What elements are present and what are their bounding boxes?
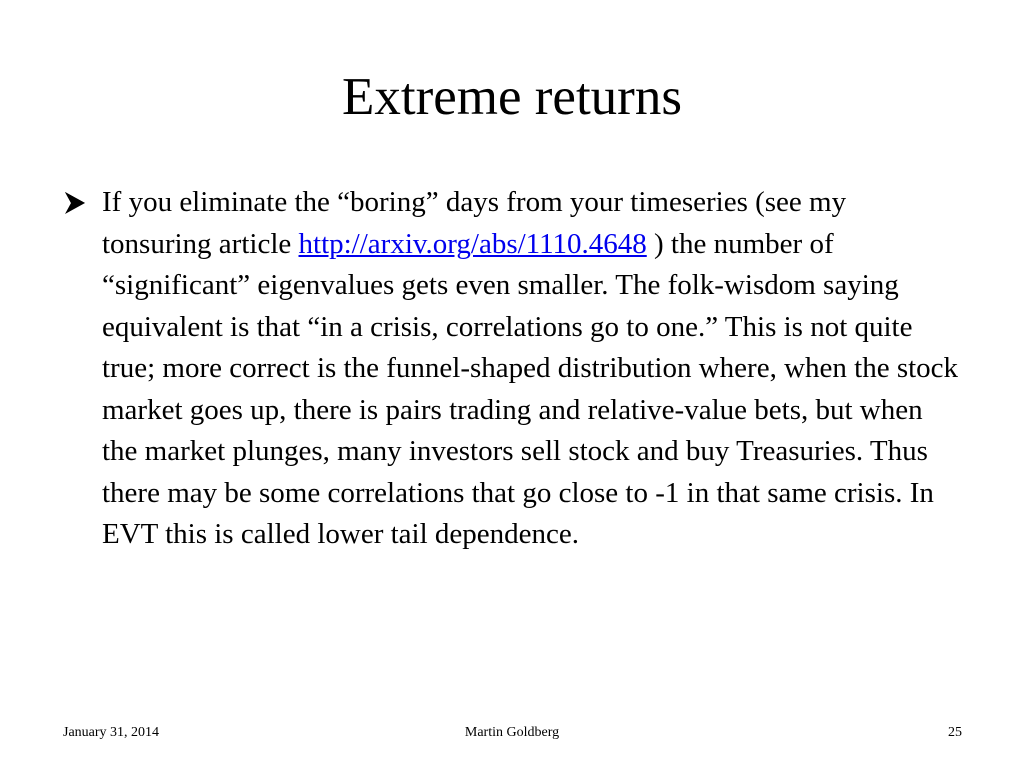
bullet-text-after-link: ) the number of “significant” eigenvalues gets even smaller. The folk-wisdom saying equivalent is that “in a crisis, correlations go to one.” This is not quite true; more correct is the funnel-shaped distribution where, when the stock market goes up, there is pairs trading and relative-value bets, but when the market plunges, many investors sell stock and buy Treasuries. Thus there may be some correlations that go close to -1 in that same crisis. In EVT this is called lower tail dependence.	[102, 227, 959, 550]
arrowhead-bullet-icon	[62, 190, 88, 216]
page-number: 25	[948, 725, 962, 740]
arxiv-link[interactable]: http://arxiv.org/abs/1110.4648	[298, 227, 647, 260]
bullet-text-before-link: If you eliminate the “boring” days from your timeseries (see my tonsuring article	[102, 186, 847, 260]
footer-date: January 31, 2014	[63, 725, 160, 740]
footer-author: Martin Goldberg	[464, 725, 560, 740]
slide-title: Extreme returns	[342, 68, 682, 126]
bullet-text	[102, 182, 960, 556]
